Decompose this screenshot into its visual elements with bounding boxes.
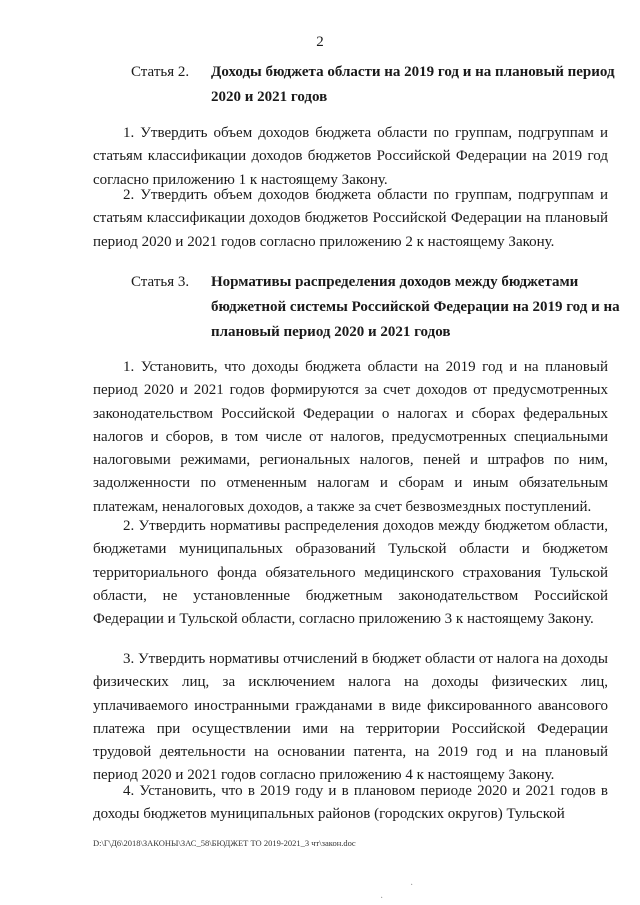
document-file-path: D:\Г\Д6\2018\ЗАКОНЫ\ЗАС_58\БЮДЖЕТ ТО 2019-2021_3 чт\закон.doc: [93, 838, 356, 848]
page-number: 2: [316, 34, 324, 50]
scan-speck: ·: [410, 880, 414, 891]
article-3-paragraph-1: 1. Установить, что доходы бюджета области на 2019 год и на плановый период 2020 и 2021 годов формируются за счет доходов от предусмотренных законодательством Российской Федерации о налогах и сборах федеральных налогов и сборов, в том числе от налогов, предусмотренных специальными налоговыми режимами, региональных налогов, пеней и штрафов по ним, задолженности по отмененным налогам и сборам и иным обязательным платежам, неналоговых доходов, а также за счет безвозмездных поступлений.: [93, 359, 608, 515]
article-3-paragraph-4: 4. Установить, что в 2019 году и в плановом периоде 2020 и 2021 годов в доходы бюджетов муниципальных районов (городских округов) Тульской: [93, 783, 608, 823]
article-3-paragraph-2: 2. Утвердить нормативы распределения доходов между бюджетом области, бюджетами муниципальных образований Тульской области и бюджетом территориального фонда обязательного медицинского страхования Тульской области, не установленные бюджетным законодательством Российской Федерации и Тульской области, согласно приложению 3 к настоящему Закону.: [93, 518, 608, 628]
article-2-paragraph-1: 1. Утвердить объем доходов бюджета области по группам, подгруппам и статьям классификации доходов бюджетов Российской Федерации на 2019 год согласно приложению 1 к настоящему Закону.: [93, 125, 608, 188]
article-3-label: Статья 3.: [131, 274, 190, 290]
article-3-title: Нормативы распределения доходов между бюджетами бюджетной системы Российской Федерации на 2019 год и на плановый период 2020 и 2021 годов: [211, 274, 620, 340]
article-2-label: Статья 2.: [131, 64, 190, 80]
article-3-paragraph-3: 3. Утвердить нормативы отчислений в бюджет области от налога на доходы физических лиц, за исключением налога на доходы физических лиц, уплачиваемого иностранными гражданами в виде фиксированного авансового платежа при осуществлении ими на территории Российской Федерации трудовой деятельности на основании патента, на 2019 год и на плановый период 2020 и 2021 годов согласно приложению 4 к настоящему Закону.: [93, 651, 608, 784]
scan-speck: ·: [380, 893, 384, 904]
article-2-title: Доходы бюджета области на 2019 год и на плановый период 2020 и 2021 годов: [211, 64, 615, 105]
article-2-paragraph-2: 2. Утвердить объем доходов бюджета области по группам, подгруппам и статьям классификации доходов бюджетов Российской Федерации на плановый период 2020 и 2021 годов согласно приложению 2 к настоящему Закону.: [93, 187, 608, 250]
